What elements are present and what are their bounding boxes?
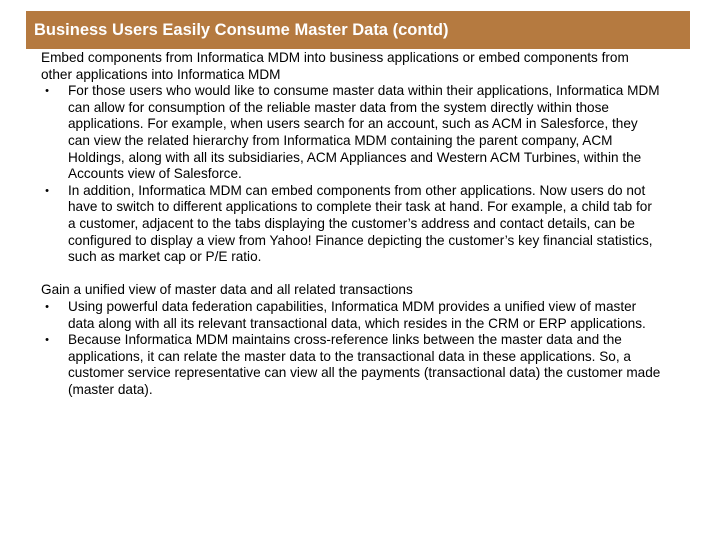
bullet-item — [41, 299, 663, 332]
section-heading: Embed components from Informatica MDM into business applications or embed components from other applications into Informatica MDM — [41, 50, 629, 82]
bullet-item — [41, 183, 663, 266]
bullet-list — [41, 299, 663, 399]
slide-body — [41, 50, 663, 398]
bullet-icon: • — [45, 85, 49, 98]
bullet-icon: • — [45, 334, 49, 347]
bullet-item — [41, 83, 663, 183]
bullet-icon: • — [45, 300, 49, 313]
bullet-text: In addition, Informatica MDM can embed components from other applications. Now users do not have to switch to different applications to complete their task at hand. For example, a child tab for a customer, adjacent to the tabs displaying the customer’s address and contact details, can be configured to display a view from Yahoo! Finance depicting the customer’s key financial statistics, such as market cap or P/E ratio. — [68, 182, 653, 265]
section-unified-view — [41, 282, 663, 398]
slide-title: Business Users Easily Consume Master Data (contd) — [34, 20, 449, 39]
slide-title-bar — [26, 11, 690, 49]
bullet-item — [41, 332, 663, 398]
bullet-list — [41, 83, 663, 266]
bullet-icon: • — [45, 184, 49, 197]
bullet-text: For those users who would like to consume master data within their applications, Informatica MDM can allow for consumption of the reliable master data from the system directly within those applications. For example, when users search for an account, such as ACM in Salesforce, they can view the related hierarchy from Informatica MDM containing the parent company, ACM Holdings, along with all its subsidiaries, ACM Appliances and Western ACM Turbines, within the Accounts view of Salesforce. — [68, 83, 660, 182]
section-heading: Gain a unified view of master data and all related transactions — [41, 282, 413, 298]
bullet-text: Because Informatica MDM maintains cross-reference links between the master data and the applications, it can relate the master data to the transactional data in these applications. So, a customer service representative can view all the payments (transactional data) the customer made (master data). — [68, 332, 661, 397]
section-embed-components — [41, 50, 663, 266]
bullet-text: Using powerful data federation capabilities, Informatica MDM provides a unified view of master data along with all its relevant transactional data, which resides in the CRM or ERP applications. — [68, 298, 646, 331]
